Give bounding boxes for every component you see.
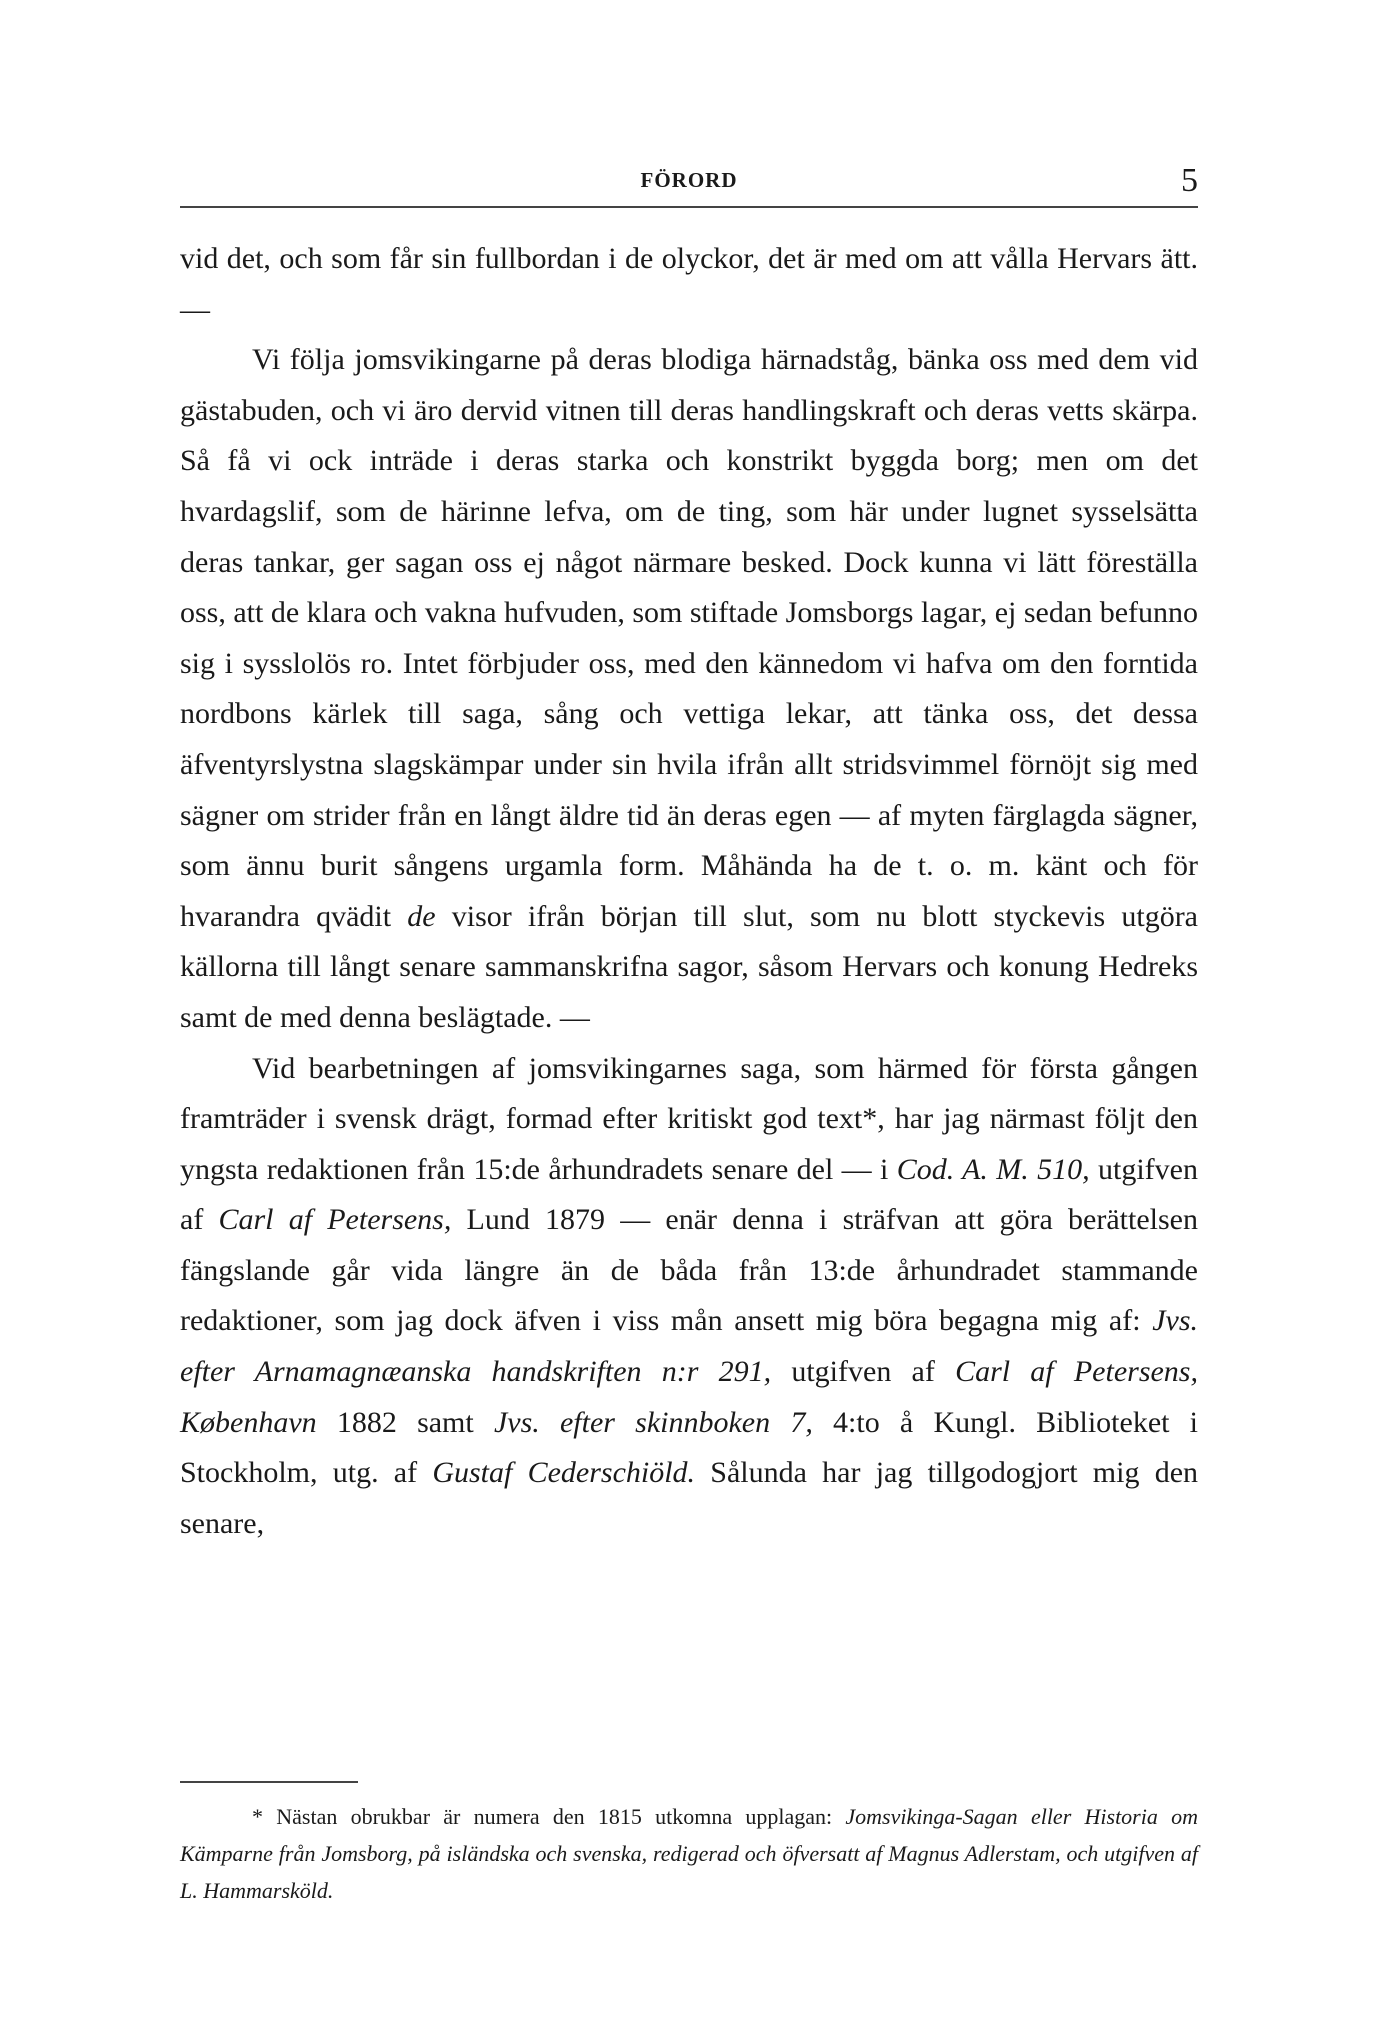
paragraph-3-text-e: 1882 samt [336, 1405, 474, 1439]
author-carl-2: Carl af Petersens, København [180, 1355, 1198, 1439]
paragraph-2-end: visor ifrån början till slut, som nu blott styckevis utgöra källorna till långt senare sammanskrifna sagor, såsom Hervars och konung Hedreks samt de med denna beslägtade. — [180, 899, 1198, 1034]
header-rule [180, 206, 1198, 208]
paragraph-3-text-c: Lund 1879 — enär denna i sträfvan att göra berättelsen fängslande går vida längre än de båda från 13:de århundradet stammande redaktioner, som jag dock äfven i viss mån ansett mig böra begagna mig af: [180, 1203, 1198, 1338]
paragraph-3-text-a: Vid bearbetningen af jomsvikingarnes saga, som härmed för första gången framträder i svensk drägt, formad efter kritiskt god text*, har jag närmast följt den yngsta redaktionen från 15:de århundradets senare del — i [180, 1051, 1198, 1186]
paragraph-3-text-f: 4:to å Kungl. Biblioteket i Stockholm, utg. af [180, 1405, 1199, 1490]
body-text [180, 234, 1198, 1549]
paragraph-1 [180, 234, 1198, 335]
citation-jvs-1: Jvs. efter Arnamagnæanska handskriften n:r 291, [180, 1304, 1199, 1389]
footnote [180, 1798, 1198, 1909]
running-title: FÖRORD [640, 168, 738, 192]
paragraph-3-text-b: utgifven af [180, 1152, 1198, 1237]
paragraph-2 [180, 335, 1198, 1043]
page-header [180, 162, 1198, 202]
paragraph-2-text: Vi följa jomsvikingarne på deras blodiga härnadståg, bänka oss med dem vid gästabuden, och vi äro dervid vitnen till deras handlingskraft och deras vetts skärpa. Så få vi ock inträde i deras starka och konstrikt byggda borg; men om det hvardagslif, som de härinne lefva, om de ting, som här under lugnet sysselsätta deras tankar, ger sagan oss ej något närmare besked. Dock kunna vi lätt föreställa oss, att de klara och vakna hufvuden, som stiftade Jomsborgs lagar, ej sedan befunno sig i sysslolös ro. Intet förbjuder oss, med den kännedom vi hafva om den forntida nordbons kärlek till saga, sång och vettiga lekar, att tänka oss, det dessa äfventyrslystna slagskämpar under sin hvila ifrån allt stridsvimmel förnöjt sig med sägner om strider från en långt äldre tid än deras egen — af myten färglagda sägner, som ännu burit sångens urgamla form. Måhända ha de t. o. m. känt och för hvarandra qvädit [180, 343, 1198, 933]
paragraph-1-text: vid det, och som får sin fullbordan i de olyckor, det är med om att vålla Hervars ätt. — [180, 242, 1198, 326]
author-gustaf: Gustaf Cederschiöld. [432, 1456, 696, 1490]
citation-cod: Cod. A. M. 510, [896, 1152, 1090, 1186]
footnote-title: Jomsvikinga-Sagan eller Historia om Kämparne från Jomsborg, på isländska och svenska, redigerad och öfversatt af Magnus Adlerstam, och utgifven af L. Hammarsköld. [180, 1804, 1199, 1903]
author-carl-1: Carl af Petersens, [218, 1203, 452, 1237]
emphasis-de: de [407, 899, 436, 933]
paragraph-3-text-d: utgifven af [791, 1355, 935, 1389]
footnote-rule [180, 1781, 358, 1783]
footnote-text: * Nästan obrukbar är numera den 1815 utkomna upplagan: [252, 1804, 833, 1829]
paragraph-3-text-g: Sålunda har jag tillgodogjort mig den senare, [180, 1456, 1199, 1540]
citation-jvs-2: Jvs. efter skinnboken 7, [493, 1405, 813, 1439]
page-number: 5 [1181, 162, 1198, 199]
paragraph-3 [180, 1044, 1198, 1550]
